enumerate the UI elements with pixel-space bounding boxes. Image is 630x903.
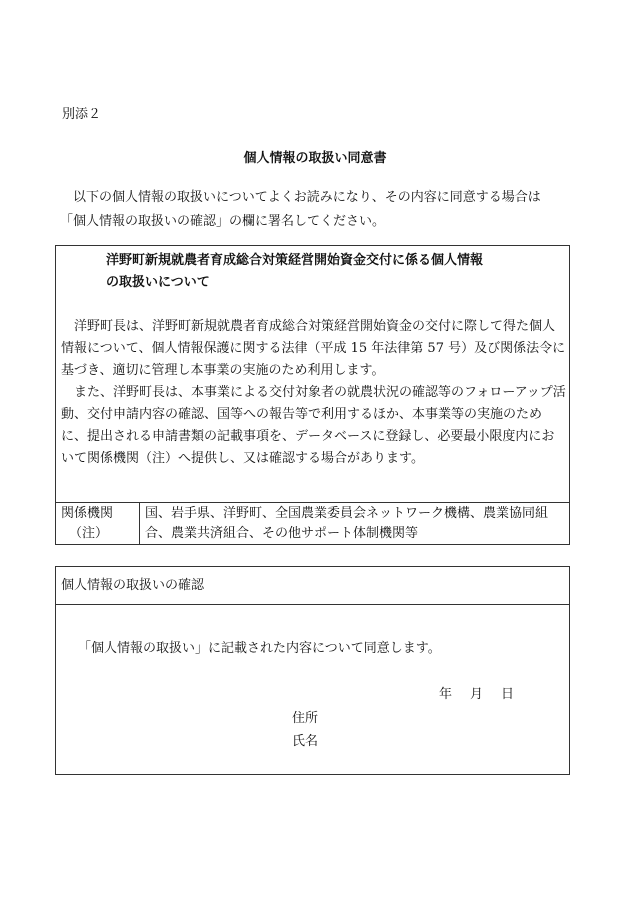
date-field[interactable] [439, 683, 514, 702]
handling-section-title [106, 250, 546, 294]
handling-section [55, 245, 570, 545]
year-label: 年 [439, 687, 453, 702]
address-field[interactable] [292, 707, 318, 726]
confirmation-heading: 個人情報の取扱いの確認 [56, 567, 569, 605]
related-label-line-1: 関係機関 [61, 506, 114, 521]
handling-paragraph-2: また、洋野町長は、本事業による交付対象者の就農状況の確認等のフォローアップ活動、交付申請内容の確認、国等への報告等で利用するほか、本事業等の実施のために、提出される申請書類の記載事項を、データベースに登録し、必要最小限度内において関係機関（注）へ提供し、又は確認する場合があります。 [61, 385, 566, 466]
day-label: 日 [501, 687, 515, 702]
month-label: 月 [470, 687, 484, 702]
intro-line-1: 以下の個人情報の取扱いについてよくお読みになり、その内容に同意する場合は [73, 190, 541, 205]
related-organizations-row [56, 502, 569, 545]
attachment-label: 別添２ [62, 107, 102, 122]
related-organizations-value: 国、岩手県、洋野町、全国農業委員会ネットワーク機構、農業協同組合、農業共済組合、その他サポート体制機関等 [145, 506, 549, 541]
address-label: 住所 [292, 711, 319, 726]
name-label: 氏名 [292, 734, 319, 749]
related-organizations-label [56, 503, 140, 545]
consent-statement: 「個人情報の取扱い」に記載された内容について同意します。 [78, 641, 441, 656]
handling-title-line-1: 洋野町新規就農者育成総合対策経営開始資金交付に係る個人情報 [106, 253, 484, 268]
intro-line-2: 「個人情報の取扱いの確認」の欄に署名してください。 [60, 214, 386, 229]
intro-text [60, 186, 580, 234]
handling-title-line-2: の取扱いについて [106, 275, 210, 290]
related-label-line-2: （注） [69, 526, 109, 541]
document-title: 個人情報の取扱い同意書 [243, 151, 387, 166]
handling-paragraph-1: 洋野町長は、洋野町新規就農者育成総合対策経営開始資金の交付に際して得た個人情報について、個人情報保護に関する法律（平成 15 年法律第 57 号）及び関係法令に基づき、適切に管理し本事業の実施のため利用します。 [61, 319, 566, 378]
name-field[interactable] [292, 730, 318, 749]
confirmation-section [55, 566, 570, 775]
handling-section-body [61, 316, 566, 470]
